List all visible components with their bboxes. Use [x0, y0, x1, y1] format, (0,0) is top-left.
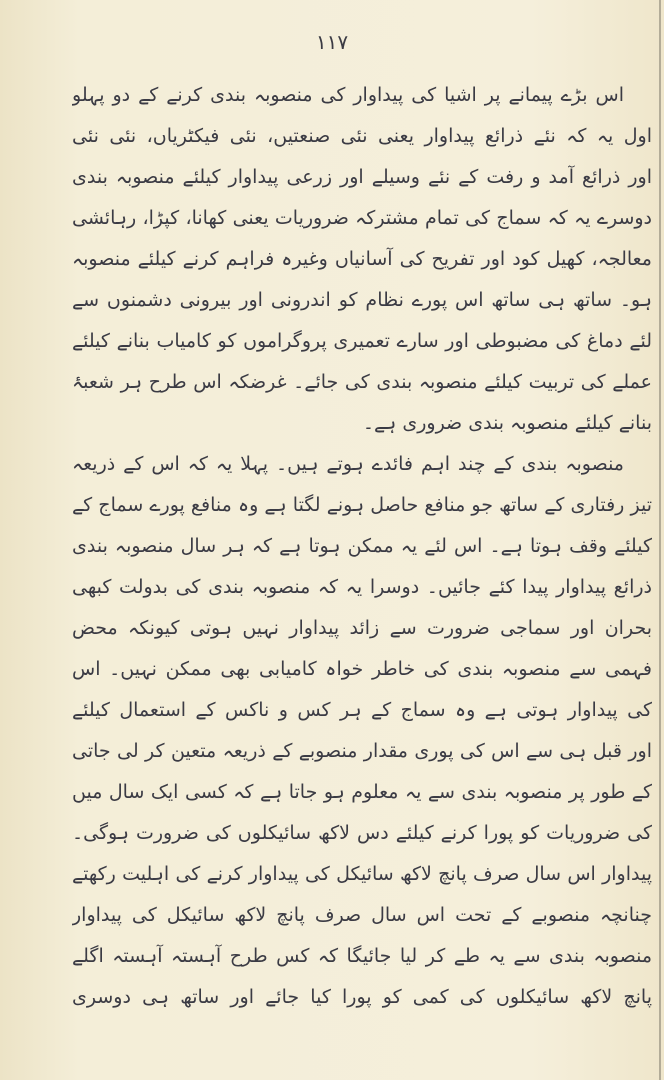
text-line: پیداوار اس سال صرف پانچ لاکھ سائیکل کی پیداوار کرنے کی اہلیت رکھتے — [72, 863, 652, 885]
text-line: لئے دماغ کی مضبوطی اور سارے تعمیری پروگراموں کو کامیاب بنانے کیلئے — [72, 330, 652, 352]
text-line: دوسرے یہ کہ سماج کی تمام مشترکہ ضروریات یعنی کھانا، کپڑا، رہائشی — [72, 207, 652, 229]
text-line: اور ذرائع آمد و رفت کے نئے وسیلے اور زرعی پیداوار کیلئے منصوبہ بندی — [72, 166, 652, 188]
text-line: عملے کی تربیت کیلئے منصوبہ بندی کی جائے۔ غرضکہ اس طرح ہر شعبۂ — [72, 371, 652, 393]
text-line: فہمی سے منصوبہ بندی کی خاطر خواہ کامیابی بھی ممکن نہیں۔ اس — [72, 658, 652, 680]
text-line: کیلئے وقف ہوتا ہے۔ اس لئے یہ ممکن ہوتا ہے کہ ہر سال منصوبہ بندی — [72, 535, 652, 557]
text-line: منصوبہ بندی کے چند اہم فائدے ہوتے ہیں۔ پہلا یہ کہ اس کے ذریعہ — [72, 453, 624, 475]
text-line: اول یہ کہ نئے ذرائع پیداوار یعنی نئی صنعتیں، نئی فیکٹریاں، نئی نئی — [72, 125, 652, 147]
page-number: ۱۱۷ — [315, 30, 349, 54]
text-line: اس بڑے پیمانے پر اشیا کی پیداوار کی منصوبہ بندی کرنے کے دو پہلو — [72, 84, 624, 106]
text-line: چنانچہ منصوبے کے تحت اس سال صرف پانچ لاکھ سائیکل کی پیداوار — [72, 904, 652, 926]
text-line: پانچ لاکھ سائیکلوں کی کمی کو پورا کیا جائے اور ساتھ ہی دوسری — [72, 986, 652, 1008]
text-line: معالجہ، کھیل کود اور تفریح کی آسانیاں وغیرہ فراہم کرنے کیلئے منصوبہ — [72, 248, 652, 270]
text-line: منصوبہ بندی سے یہ طے کر لیا جائیگا کہ کس طرح آہستہ آہستہ اگلے — [72, 945, 652, 967]
text-line: کی ضروریات کو پورا کرنے کیلئے دس لاکھ سائیکلوں کی ضرورت ہوگی۔ — [72, 822, 652, 844]
text-line: ہو۔ ساتھ ہی ساتھ اس پورے نظام کو اندرونی اور بیرونی دشمنوں سے — [72, 289, 652, 311]
text-line: کی پیداوار ہوتی ہے وہ سماج کے ہر کس و ناکس کے استعمال کیلئے — [72, 699, 652, 721]
text-line: ذرائع پیداوار پیدا کئے جائیں۔ دوسرا یہ کہ منصوبہ بندی کی بدولت کبھی — [72, 576, 652, 598]
text-line: کے طور پر منصوبہ بندی سے یہ معلوم ہو جاتا ہے کہ کسی ایک سال میں — [72, 781, 652, 803]
text-line: بحران اور سماجی ضرورت سے زائد پیداوار نہیں ہوتی کیونکہ محض — [72, 617, 652, 639]
text-line: تیز رفتاری کے ساتھ جو منافع حاصل ہونے لگتا ہے وہ منافع پورے سماج کے — [72, 494, 652, 516]
text-line: اور قبل ہی سے اس کی پوری مقدار منصوبے کے ذریعہ متعین کر لی جاتی — [72, 740, 652, 762]
text-line: بنانے کیلئے منصوبہ بندی ضروری ہے۔ — [362, 412, 652, 434]
page-edge-divider — [659, 0, 661, 1080]
